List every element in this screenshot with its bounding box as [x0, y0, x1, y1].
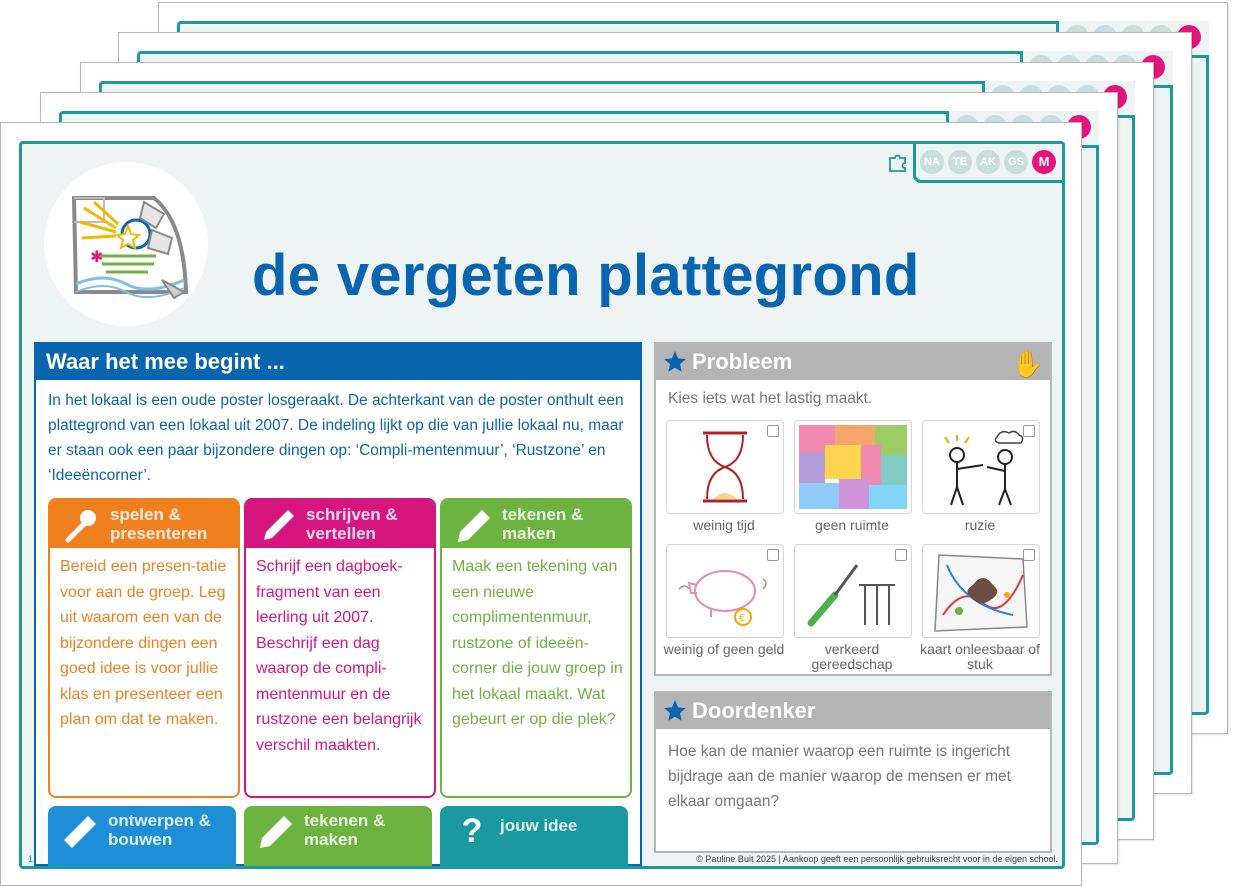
intro-text: In het lokaal is een oude poster losgeraakt. De achterkant van de poster onthult een plattegrond van een lokaal uit 2007. De indeling lijkt op die van jullie lokaal nu, maar er staan ook een paar bijzondere dingen op: ‘Compli-mentenmuur’, ‘Rustzone’ en ‘Ideeëncorner’. — [48, 392, 624, 484]
card-frame — [19, 141, 1065, 869]
option-weinig-tijd[interactable] — [666, 420, 784, 514]
intro-panel — [34, 342, 642, 866]
probleem-heading — [656, 344, 1050, 380]
subject-tag-na[interactable] — [920, 150, 944, 174]
option-label: kaart onleesbaar of stuk — [920, 641, 1040, 672]
activity-label-line1: tekenen & — [304, 811, 386, 830]
subject-tag-te[interactable] — [948, 150, 972, 174]
subject-tag-gs[interactable] — [1004, 150, 1028, 174]
subject-tag-label: AK — [980, 156, 996, 168]
probleem-heading-label: Probleem — [692, 349, 793, 374]
activity-text: Bereid een presen-tatie voor aan de groep. Leg uit waarom een van de bijzondere dingen een goed idee is voor jullie klas en presenteer een plan om dat te maken. — [60, 558, 227, 728]
card-title: de vergeten plattegrond — [252, 243, 920, 308]
subject-tag-label: M — [1038, 154, 1050, 169]
page-number: 1 — [28, 854, 34, 864]
probleem-panel — [654, 342, 1052, 676]
activity-card-maken-2[interactable] — [244, 806, 432, 866]
activity-label-line2: maken — [304, 830, 358, 849]
puzzle-icon — [886, 150, 910, 180]
activity-label-line1: tekenen & — [502, 505, 584, 524]
star-icon — [662, 698, 688, 724]
activity-card-maken[interactable] — [440, 498, 632, 798]
option-kaart-onleesbaar[interactable] — [922, 544, 1040, 638]
doordenker-panel — [654, 691, 1052, 853]
subject-tag-label: NA — [924, 156, 940, 168]
doordenker-heading — [656, 693, 1050, 729]
option-label: ruzie — [964, 517, 996, 533]
activity-text: Maak een tekening van een nieuwe complimentenmuur, rustzone of ideeën-corner die jouw groep in het lokaal maakt. Wat gebeurt er op die plek? — [452, 558, 623, 728]
subject-tag-label: GS — [1008, 156, 1024, 168]
subject-tag-m[interactable] — [1032, 150, 1056, 174]
activity-label-line2: maken — [502, 524, 556, 543]
probleem-subtitle: Kies iets wat het lastig maakt. — [668, 390, 873, 407]
doordenker-heading-label: Doordenker — [692, 698, 816, 723]
option-label: weinig tijd — [693, 517, 755, 533]
option-label: weinig of geen geld — [663, 641, 785, 657]
activity-card-bouwen[interactable] — [48, 806, 236, 866]
activity-text: Schrijf een dagboek-fragment van een leerling uit 2007. Beschrijf een dag waarop de compli-mentenmuur en de rustzone een belangrijk verschil maakten. — [256, 558, 422, 754]
subject-tag-label: TE — [952, 156, 968, 168]
option-ruzie[interactable] — [922, 420, 1040, 514]
front-card — [0, 122, 1082, 886]
question-icon: ? — [461, 812, 483, 850]
copyright-footer: © Pauline Buit 2025 | Aankoop geeft een persoonlijk gebruiksrecht voor in de eigen school. — [696, 854, 1058, 864]
tools-icon — [795, 545, 911, 637]
pencil-icon — [454, 506, 494, 544]
option-geen-ruimte[interactable] — [794, 420, 912, 514]
hourglass-icon — [667, 421, 783, 513]
star-icon — [662, 349, 688, 375]
svg-text:✱: ✱ — [90, 247, 104, 266]
activity-label-line1: ontwerpen & — [108, 811, 211, 830]
subject-tag-ak[interactable] — [976, 150, 1000, 174]
option-verkeerd-gereedschap[interactable] — [794, 544, 912, 638]
option-label: verkeerd gereedschap — [811, 641, 893, 672]
activity-label-line1: schrijven & — [306, 505, 398, 524]
piggy-bank-icon — [667, 545, 783, 637]
svg-text:€: € — [739, 613, 746, 624]
activity-label-line2: bouwen — [108, 830, 173, 849]
option-label: geen ruimte — [815, 517, 889, 533]
activity-label-line1: spelen & — [110, 505, 181, 524]
activity-card-jouw-idee[interactable] — [440, 806, 628, 866]
pen-icon — [258, 506, 298, 544]
activity-label-line1: jouw idee — [500, 816, 578, 835]
doordenker-text: Hoe kan de manier waarop een ruimte is ingericht bijdrage aan de manier waarop de mensen er met elkaar omgaan? — [668, 743, 1011, 810]
microphone-icon — [62, 506, 102, 544]
option-weinig-geld[interactable] — [666, 544, 784, 638]
puzzle-blocks-icon — [795, 421, 911, 513]
ruler-icon — [60, 812, 100, 850]
damaged-map-icon — [923, 545, 1039, 637]
activity-label-line2: presenteren — [110, 524, 208, 543]
activity-card-vertellen[interactable] — [244, 498, 436, 798]
hand-dice-icon: ✋ — [1011, 349, 1044, 379]
intro-heading: Waar het mee begint ... — [36, 344, 640, 380]
pencil-icon — [256, 812, 296, 850]
activity-card-presenteren[interactable] — [48, 498, 240, 798]
argument-icon — [923, 421, 1039, 513]
activity-label-line2: vertellen — [306, 524, 376, 543]
map-logo-icon — [44, 162, 208, 326]
subject-tags — [913, 141, 1065, 183]
